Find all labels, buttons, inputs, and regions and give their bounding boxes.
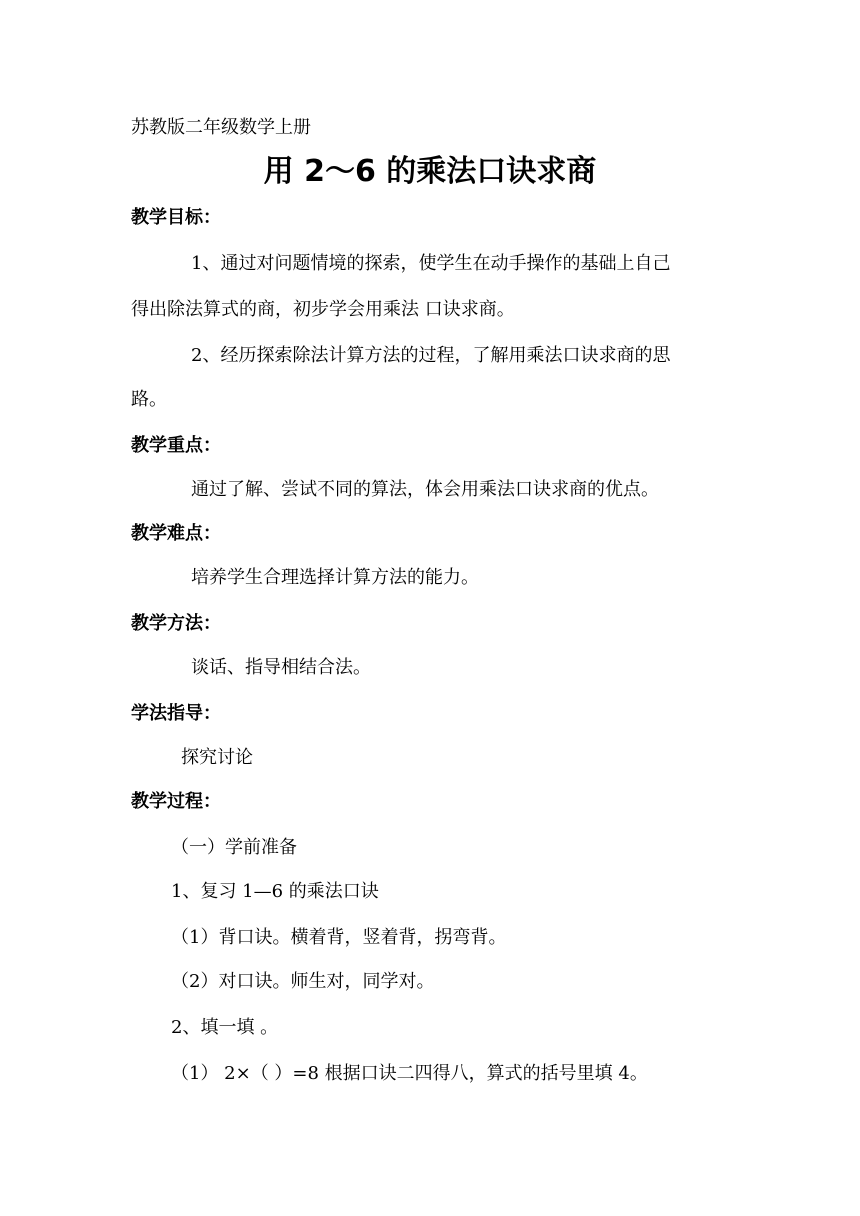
process-heading: 教学过程： — [131, 791, 221, 812]
methods-heading: 教学方法： — [131, 613, 221, 634]
learning-guide-heading: 学法指导： — [131, 703, 221, 724]
methods-text: 谈话、指导相结合法。 — [191, 657, 371, 678]
objectives-heading: 教学目标： — [131, 207, 221, 228]
subject-label: 苏教版二年级数学上册 — [131, 117, 311, 138]
objective-2-line-2: 路。 — [131, 389, 167, 410]
difficulties-text: 培养学生合理选择计算方法的能力。 — [191, 567, 479, 588]
process-step-2: 2、填一填 。 — [171, 1017, 279, 1038]
process-section-1: （一）学前准备 — [171, 837, 297, 858]
key-points-text: 通过了解、尝试不同的算法，体会用乘法口诀求商的优点。 — [191, 479, 659, 500]
key-points-heading: 教学重点： — [131, 435, 221, 456]
page-title: 用 2～6 的乘法口诀求商 — [263, 154, 597, 189]
objective-2-line-1: 2、经历探索除法计算方法的过程，了解用乘法口诀求商的思 — [191, 345, 671, 366]
process-step-1-b: （2）对口诀。师生对，同学对。 — [171, 971, 435, 992]
difficulties-heading: 教学难点： — [131, 523, 221, 544]
process-step-1: 1、复习 1—6 的乘法口诀 — [171, 881, 379, 902]
learning-guide-text: 探究讨论 — [181, 747, 253, 768]
process-step-1-a: （1）背口诀。横着背，竖着背，拐弯背。 — [171, 927, 507, 948]
objective-1-line-2: 得出除法算式的商，初步学会用乘法 口诀求商。 — [131, 299, 515, 320]
process-step-2-a: （1） 2×（ ）=8 根据口诀二四得八，算式的括号里填 4。 — [171, 1063, 648, 1084]
objective-1-line-1: 1、通过对问题情境的探索，使学生在动手操作的基础上自己 — [191, 253, 671, 274]
